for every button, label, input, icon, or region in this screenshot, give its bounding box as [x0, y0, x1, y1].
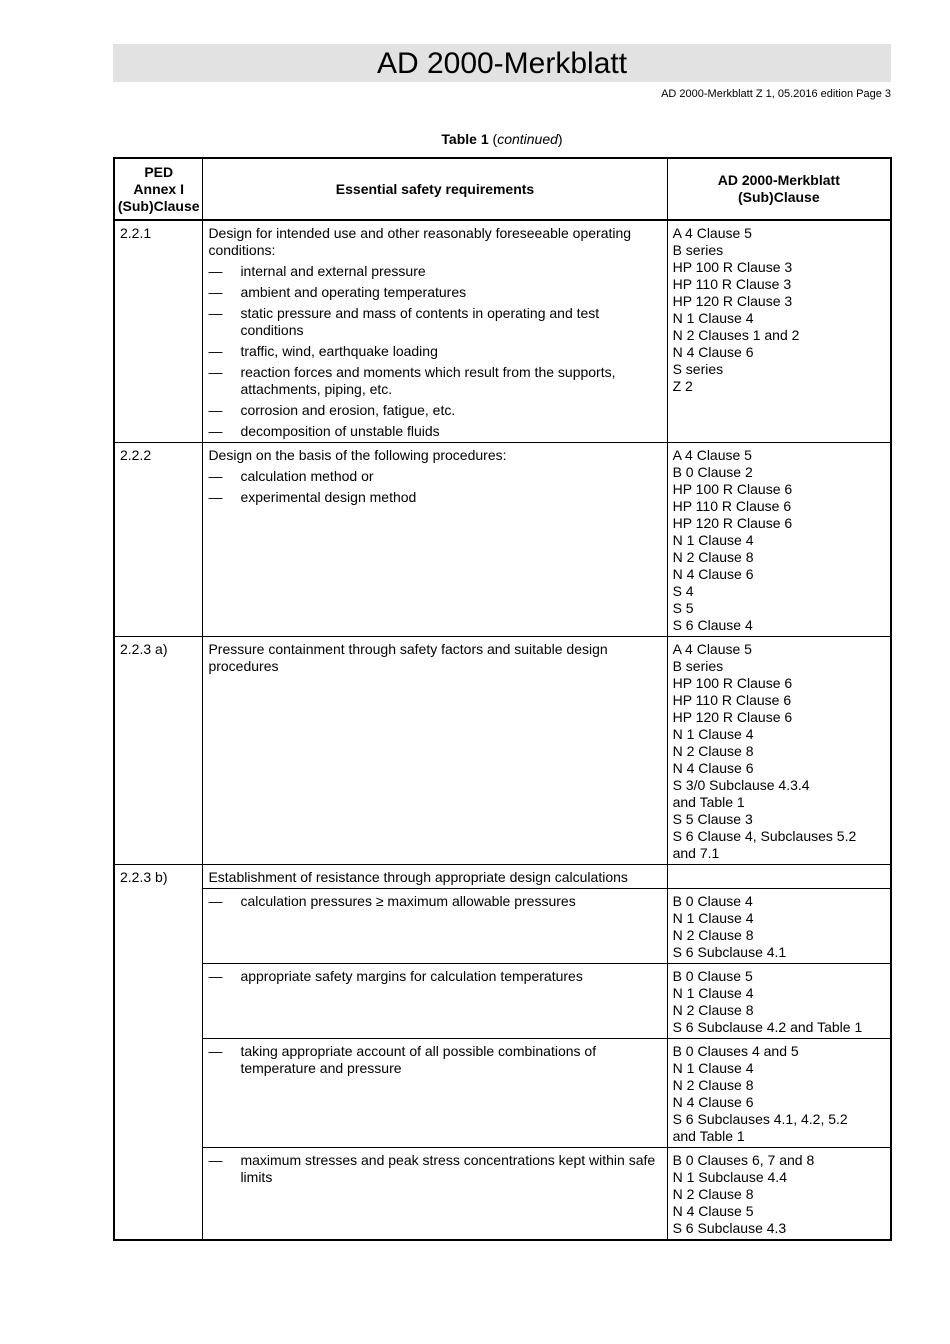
clause-reference: HP 100 R Clause 6: [672, 481, 793, 497]
ad2000-reference-cell: [667, 865, 891, 889]
table-row: [114, 443, 891, 637]
clause-reference: N 4 Clause 6: [672, 760, 754, 776]
clause-reference: N 4 Clause 5: [672, 1203, 754, 1219]
requirement-cell: [203, 1148, 667, 1241]
requirement-item: [208, 893, 661, 910]
clause-reference: and Table 1: [672, 794, 745, 810]
clause-reference: A 4 Clause 5: [672, 225, 752, 241]
clause-reference: S 5 Clause 3: [672, 811, 753, 827]
header-line: (Sub)Clause: [737, 189, 820, 205]
dash-bullet: —: [208, 343, 223, 359]
table-subrow: [114, 1039, 891, 1148]
clause-reference: B 0 Clause 5: [672, 968, 753, 984]
requirement-item: [208, 364, 661, 398]
requirement-intro: Establishment of resistance through appropriate design calculations: [208, 869, 628, 885]
clause-reference: HP 110 R Clause 3: [672, 276, 792, 292]
requirement-item-text: reaction forces and moments which result from the supports, attachments, piping, etc.: [240, 364, 616, 397]
ped-clause-cell: 2.2.2: [114, 443, 203, 637]
clause-reference: N 2 Clause 8: [672, 1186, 754, 1202]
clause-reference: N 4 Clause 6: [672, 344, 754, 360]
table-row: [114, 865, 891, 889]
clause-reference: B 0 Clauses 6, 7 and 8: [672, 1152, 815, 1168]
requirement-item: [208, 968, 661, 985]
header-essential-requirements: Essential safety requirements: [203, 158, 667, 220]
ad2000-reference-cell: [667, 889, 891, 964]
dash-bullet: —: [208, 305, 223, 321]
clause-reference: HP 120 R Clause 6: [672, 709, 793, 725]
dash-bullet: —: [208, 284, 223, 300]
clause-reference: A 4 Clause 5: [672, 447, 752, 463]
requirement-item-text: calculation pressures ≥ maximum allowable pressures: [240, 893, 576, 909]
table-caption: Table 1 (continued): [441, 131, 563, 147]
requirement-item: [208, 423, 661, 440]
requirement-item: [208, 284, 661, 301]
header-ped-clause: [114, 158, 203, 220]
clause-reference: S 6 Subclause 4.2 and Table 1: [672, 1019, 863, 1035]
requirement-intro: Pressure containment through safety factors and suitable design procedures: [208, 641, 608, 674]
clause-reference: N 4 Clause 6: [672, 566, 754, 582]
clause-reference: B 0 Clause 4: [672, 893, 753, 909]
clause-reference: N 1 Clause 4: [672, 532, 754, 548]
ped-clause-cell: 2.2.3 a): [114, 637, 203, 865]
dash-bullet: —: [208, 364, 223, 380]
dash-bullet: —: [208, 1152, 223, 1168]
clause-reference: S 5: [672, 600, 694, 616]
dash-bullet: —: [208, 402, 223, 418]
table-subrow: [114, 964, 891, 1039]
table-header-row: [114, 158, 891, 220]
requirement-cell: [203, 1039, 667, 1148]
requirement-item: [208, 468, 661, 485]
header-ad2000-clause: [667, 158, 891, 220]
clause-reference: S series: [672, 361, 724, 377]
requirement-item-text: corrosion and erosion, fatigue, etc.: [240, 402, 456, 418]
dash-bullet: —: [208, 263, 223, 279]
clause-reference: N 1 Clause 4: [672, 910, 754, 926]
clause-reference: N 2 Clause 8: [672, 1077, 754, 1093]
clause-reference: N 4 Clause 6: [672, 1094, 754, 1110]
ped-clause-cell: 2.2.1: [114, 220, 203, 443]
requirement-cell: [203, 865, 667, 889]
requirement-intro: Design on the basis of the following procedures:: [208, 447, 507, 463]
clause-reference: N 1 Clause 4: [672, 310, 754, 326]
clause-reference: HP 110 R Clause 6: [672, 692, 792, 708]
clause-reference: B 0 Clause 2: [672, 464, 753, 480]
table-row: [114, 637, 891, 865]
requirement-item: [208, 402, 661, 419]
requirement-item-text: decomposition of unstable fluids: [240, 423, 440, 439]
clause-reference: HP 100 R Clause 6: [672, 675, 793, 691]
dash-bullet: —: [208, 1043, 223, 1059]
clause-reference: S 6 Clause 4: [672, 617, 753, 633]
clause-reference: HP 120 R Clause 3: [672, 293, 793, 309]
clause-reference: B series: [672, 658, 724, 674]
dash-bullet: —: [208, 468, 223, 484]
ad2000-reference-cell: [667, 443, 891, 637]
requirements-table: [113, 157, 892, 1241]
clause-reference: N 1 Subclause 4.4: [672, 1169, 787, 1185]
clause-reference: N 1 Clause 4: [672, 726, 754, 742]
clause-reference: HP 100 R Clause 3: [672, 259, 793, 275]
requirement-item: [208, 489, 661, 506]
clause-reference: N 2 Clause 8: [672, 927, 754, 943]
clause-reference: S 3/0 Subclause 4.3.4: [672, 777, 810, 793]
requirement-cell: [203, 637, 667, 865]
requirement-item: [208, 1152, 661, 1186]
requirement-item-text: experimental design method: [240, 489, 417, 505]
clause-reference: S 6 Subclauses 4.1, 4.2, 5.2: [672, 1111, 848, 1127]
requirement-item-text: internal and external pressure: [240, 263, 426, 279]
requirement-intro: Design for intended use and other reasonably foreseeable operating conditions:: [208, 225, 632, 258]
requirement-item: [208, 343, 661, 360]
requirement-cell: [203, 964, 667, 1039]
header-line: PED: [144, 163, 174, 180]
ad2000-reference-cell: [667, 220, 891, 443]
clause-reference: S 6 Subclause 4.3: [672, 1220, 787, 1236]
clause-reference: N 2 Clause 8: [672, 1002, 754, 1018]
ped-clause-cell: 2.2.3 b): [114, 865, 203, 1241]
dash-bullet: —: [208, 968, 223, 984]
table-caption-continued: continued: [497, 131, 558, 147]
requirement-item-text: maximum stresses and peak stress concentrations kept within safe limits: [240, 1152, 656, 1185]
clause-reference: Z 2: [672, 378, 693, 394]
clause-reference: B 0 Clauses 4 and 5: [672, 1043, 799, 1059]
requirement-item: [208, 305, 661, 339]
ad2000-reference-cell: [667, 1148, 891, 1241]
clause-reference: and 7.1: [672, 845, 720, 861]
requirement-item: [208, 1043, 661, 1077]
table-row: [114, 220, 891, 443]
requirement-cell: [203, 889, 667, 964]
clause-reference: N 2 Clause 8: [672, 743, 754, 759]
requirement-item-text: calculation method or: [240, 468, 374, 484]
requirement-item-text: static pressure and mass of contents in operating and test conditions: [240, 305, 600, 338]
clause-reference: S 6 Clause 4, Subclauses 5.2: [672, 828, 857, 844]
clause-reference: N 2 Clause 8: [672, 549, 754, 565]
table-caption-label: Table 1: [441, 131, 489, 147]
clause-reference: HP 110 R Clause 6: [672, 498, 792, 514]
ad2000-reference-cell: [667, 1039, 891, 1148]
requirement-item: [208, 263, 661, 280]
table-subrow: [114, 1148, 891, 1241]
header-line: AD 2000-Merkblatt: [717, 172, 840, 188]
dash-bullet: —: [208, 893, 223, 909]
clause-reference: and Table 1: [672, 1128, 745, 1144]
table-subrow: [114, 889, 891, 964]
dash-bullet: —: [208, 423, 223, 439]
page-subheader: AD 2000-Merkblatt Z 1, 05.2016 edition Page 3: [661, 88, 891, 100]
clause-reference: S 6 Subclause 4.1: [672, 944, 787, 960]
header-line: (Sub)Clause: [117, 197, 200, 214]
requirement-item-text: appropriate safety margins for calculation temperatures: [240, 968, 583, 984]
dash-bullet: —: [208, 489, 223, 505]
document-title: AD 2000-Merkblatt: [113, 44, 891, 82]
requirement-cell: [203, 443, 667, 637]
clause-reference: N 2 Clauses 1 and 2: [672, 327, 800, 343]
ad2000-reference-cell: [667, 964, 891, 1039]
requirement-item-text: traffic, wind, earthquake loading: [240, 343, 438, 359]
clause-reference: S 4: [672, 583, 694, 599]
ad2000-reference-cell: [667, 637, 891, 865]
requirement-item-text: ambient and operating temperatures: [240, 284, 467, 300]
clause-reference: B series: [672, 242, 724, 258]
clause-reference: N 1 Clause 4: [672, 985, 754, 1001]
clause-reference: A 4 Clause 5: [672, 641, 752, 657]
requirement-item-text: taking appropriate account of all possible combinations of temperature and pressure: [240, 1043, 597, 1076]
header-line: Annex I: [133, 180, 184, 197]
clause-reference: HP 120 R Clause 6: [672, 515, 793, 531]
clause-reference: N 1 Clause 4: [672, 1060, 754, 1076]
requirement-cell: [203, 220, 667, 443]
